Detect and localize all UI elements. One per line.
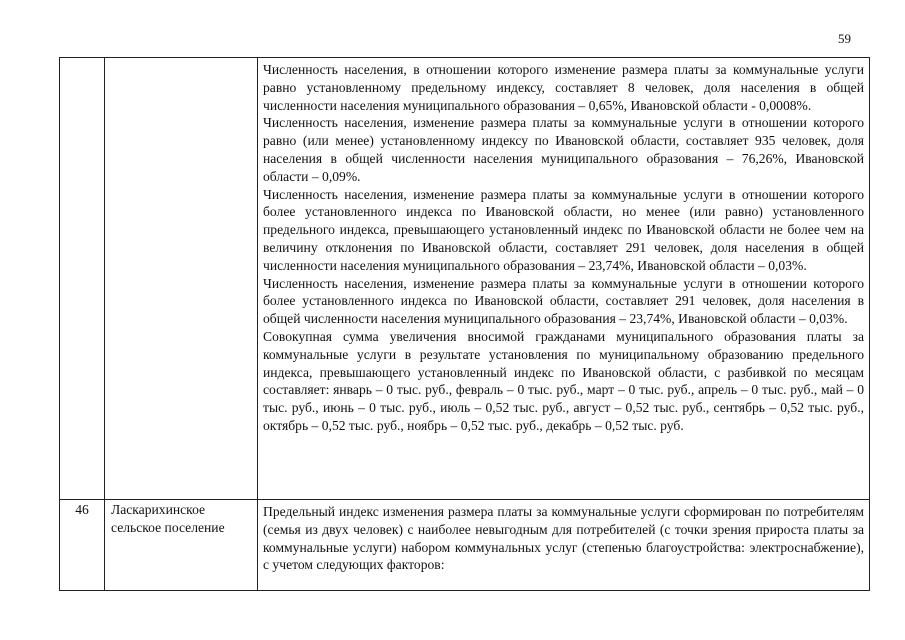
description-cell [258,58,870,500]
municipality-name-cell: Ласкарихинское сельское поселение [105,500,258,591]
table-row [60,500,870,591]
row-number-cell [60,58,105,500]
municipal-table [59,57,870,591]
table-row [60,58,870,500]
paragraph-population-within-deviation: Численность населения, изменение размера платы за коммунальные услуги в отношении которого более установленного индекса по Ивановской области, но менее (или равно) установленного предельного индекса, превышающего установленный индекс по Ивановской области не более чем на величину отклонения по Ивановской области, составляет 291 человек, доля населения в общей численности населения муниципального образования – 23,74%, Ивановской области – 0,03%. [263,186,864,273]
paragraph-total-increase-by-month: Совокупная сумма увеличения вносимой гражданами муниципального образования платы за коммунальные услуги в результате установления по муниципальному образованию предельного индекса, превышающего установленный индекс по Ивановской области, с разбивкой по месяцам составляет: январь – 0 тыс. руб., февраль – 0 тыс. руб., март – 0 тыс. руб., апрель – 0 тыс. руб., май – 0 тыс. руб., июнь – 0 тыс. руб., июль – 0,52 тыс. руб., август – 0,52 тыс. руб., сентябрь – 0,52 тыс. руб., октябрь – 0,52 тыс. руб., ноябрь – 0,52 тыс. руб., декабрь – 0,52 тыс. руб. [263,328,864,433]
paragraph-population-equal-limit: Численность населения, в отношении которого изменение размера платы за коммунальные услуги равно установленному предельному индексу, составляет 8 человек, доля населения в общей численности населения муниципального образования – 0,65%, Ивановской области - 0,0008%. [263,62,864,113]
paragraph-limit-index-formation: Предельный индекс изменения размера платы за коммунальные услуги сформирован по потребителям (семья из двух человек) с наиболее невыгодным для потребителей (с точки зрения прироста платы за коммунальные услуги) набором коммунальных услуг (степенью благоустройства: электроснабжение), с учетом следующих факторов: [263,504,864,573]
municipality-name-cell [105,58,258,500]
paragraph-population-above-index: Численность населения, изменение размера платы за коммунальные услуги в отношении которого более установленного индекса по Ивановской области, составляет 291 человек, доля населения в общей численности населения муниципального образования – 23,74%, Ивановской области – 0,03%. [263,275,864,327]
description-cell [258,500,870,591]
row-number-cell: 46 [60,500,105,591]
paragraph-population-below-index: Численность населения, изменение размера платы за коммунальные услуги в отношении которого равно (или менее) установленному индексу по Ивановской области, составляет 935 человек, доля населения в общей численности населения муниципального образования – 76,26%, Ивановской области – 0,09%. [263,115,864,184]
page-number: 59 [838,31,851,46]
